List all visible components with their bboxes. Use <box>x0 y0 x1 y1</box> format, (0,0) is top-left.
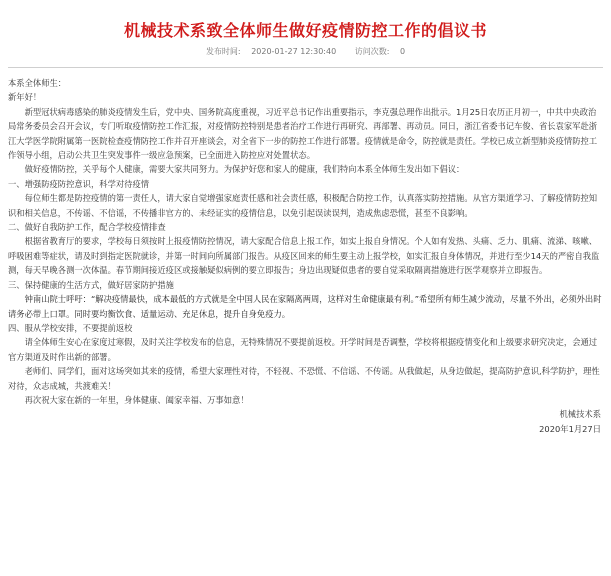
publish-time-label: 发布时间: <box>205 47 241 56</box>
section-paragraph-3: 钟南山院士呼吁：“解决疫情最快，成本最低的方式就是全中国人民在家隔离两周，这样对生命健康最有利。”希望所有师生减少流动，尽量不外出，必须外出时请务必带上口罩。同时要均衡饮食、适量运动、充足休息，提升自身免疫力。 <box>8 294 602 319</box>
article-meta <box>8 46 603 58</box>
visit-count-label: 访问次数: <box>354 47 390 56</box>
wishes-paragraph: 再次祝大家在新的一年里，身体健康、阖家幸福、万事如意！ <box>24 394 249 405</box>
section-paragraph-2: 根据省教育厅的要求，学校每日须按时上报疫情防控情况，请大家配合信息上报工作，如实上报自身情况。个人如有发热、头痛、乏力、肌痛、流涕、咳嗽、呼吸困难等症状，请及时到指定医院就诊，并第一时间向所属部门报告。从疫区回来的师生要主动上报学校，如实汇报自身体情况，并进行至少14天的严密自我监测，每天早晚各测一次体温。春节期间接近疫区或接触疑似病例的要立即报告；身边出现疑似患者的要自觉采取隔离措施进行医学观察并立即报告。 <box>8 236 600 276</box>
greeting: 新年好！ <box>8 92 42 103</box>
paragraph-intro: 做好疫情防控，关乎每个人健康，需要大家共同努力。为保护好您和家人的健康，我们特向本系全体师生发出如下倡议： <box>24 164 465 175</box>
closing-paragraph: 老师们、同学们，面对这场突如其来的疫情，希望大家理性对待，不轻视、不恐慌、不信谣、不传谣。从我做起，从身边做起，提高防护意识,科学防护，理性对待，众志成城，共渡难关！ <box>8 366 600 391</box>
section-heading-2: 二、做好自我防护工作，配合学校疫情排查 <box>8 222 166 233</box>
visit-count-value: 0 <box>399 47 406 56</box>
publish-time-value: 2020-01-27 12:30:40 <box>251 47 337 56</box>
section-heading-1: 一、增强防疫防控意识，科学对待疫情 <box>8 178 150 189</box>
section-paragraph-1: 每位师生都是防控疫情的第一责任人，请大家自觉增强家庭责任感和社会责任感，积极配合防控工作，认真落实防控措施。从官方渠道学习、了解疫情防控知识和相关信息，不传谣、不信谣，不传播非官方的、未经证实的疫情信息，以免引起误读误判，造成焦虑恐慌，甚至不良影响。 <box>8 193 598 218</box>
signature: 机械技术系 <box>559 409 601 420</box>
salutation: 本系全体师生： <box>8 78 67 88</box>
section-heading-4: 四、服从学校安排，不要提前返校 <box>8 322 133 333</box>
publish-time-group <box>202 47 340 56</box>
visit-count-group <box>351 47 409 56</box>
article-body <box>8 76 603 436</box>
title-divider <box>8 67 603 68</box>
signature-date: 2020年1月27日 <box>539 423 601 434</box>
paragraph-background: 新型冠状病毒感染的肺炎疫情发生后，党中央、国务院高度重视，习近平总书记作出重要指示，李克强总理作出批示。1月25日农历正月初一，中共中央政治局常务委员会召开会议，专门听取疫情防控工作汇报，对疫情防控特别是患者治疗工作进行再研究、再部署、再动员。同日，浙江省委书记车俊、省长袁家军赴浙江大学医学院附属第一医院检查疫情防控工作并召开座谈会，对全省下一步的防控工作进行部署。疫情就是命令，防控就是责任。学校已成立新型肺炎疫情防控工作领导小组，启动公共卫生突发事件一级应急预案，已全面进入防控应对处置状态。 <box>8 106 598 161</box>
section-paragraph-4: 请全体师生安心在家度过寒假，及时关注学校发布的信息，无特殊情况不要提前返校。开学时间是否调整，学校将根据疫情变化和上级要求研究决定，会通过官方渠道及时作出新的部署。 <box>8 337 598 362</box>
section-heading-3: 三、保持健康的生活方式，做好居家防护措施 <box>8 279 174 290</box>
article-title: 机械技术系致全体师生做好疫情防控工作的倡议书 <box>123 21 487 40</box>
